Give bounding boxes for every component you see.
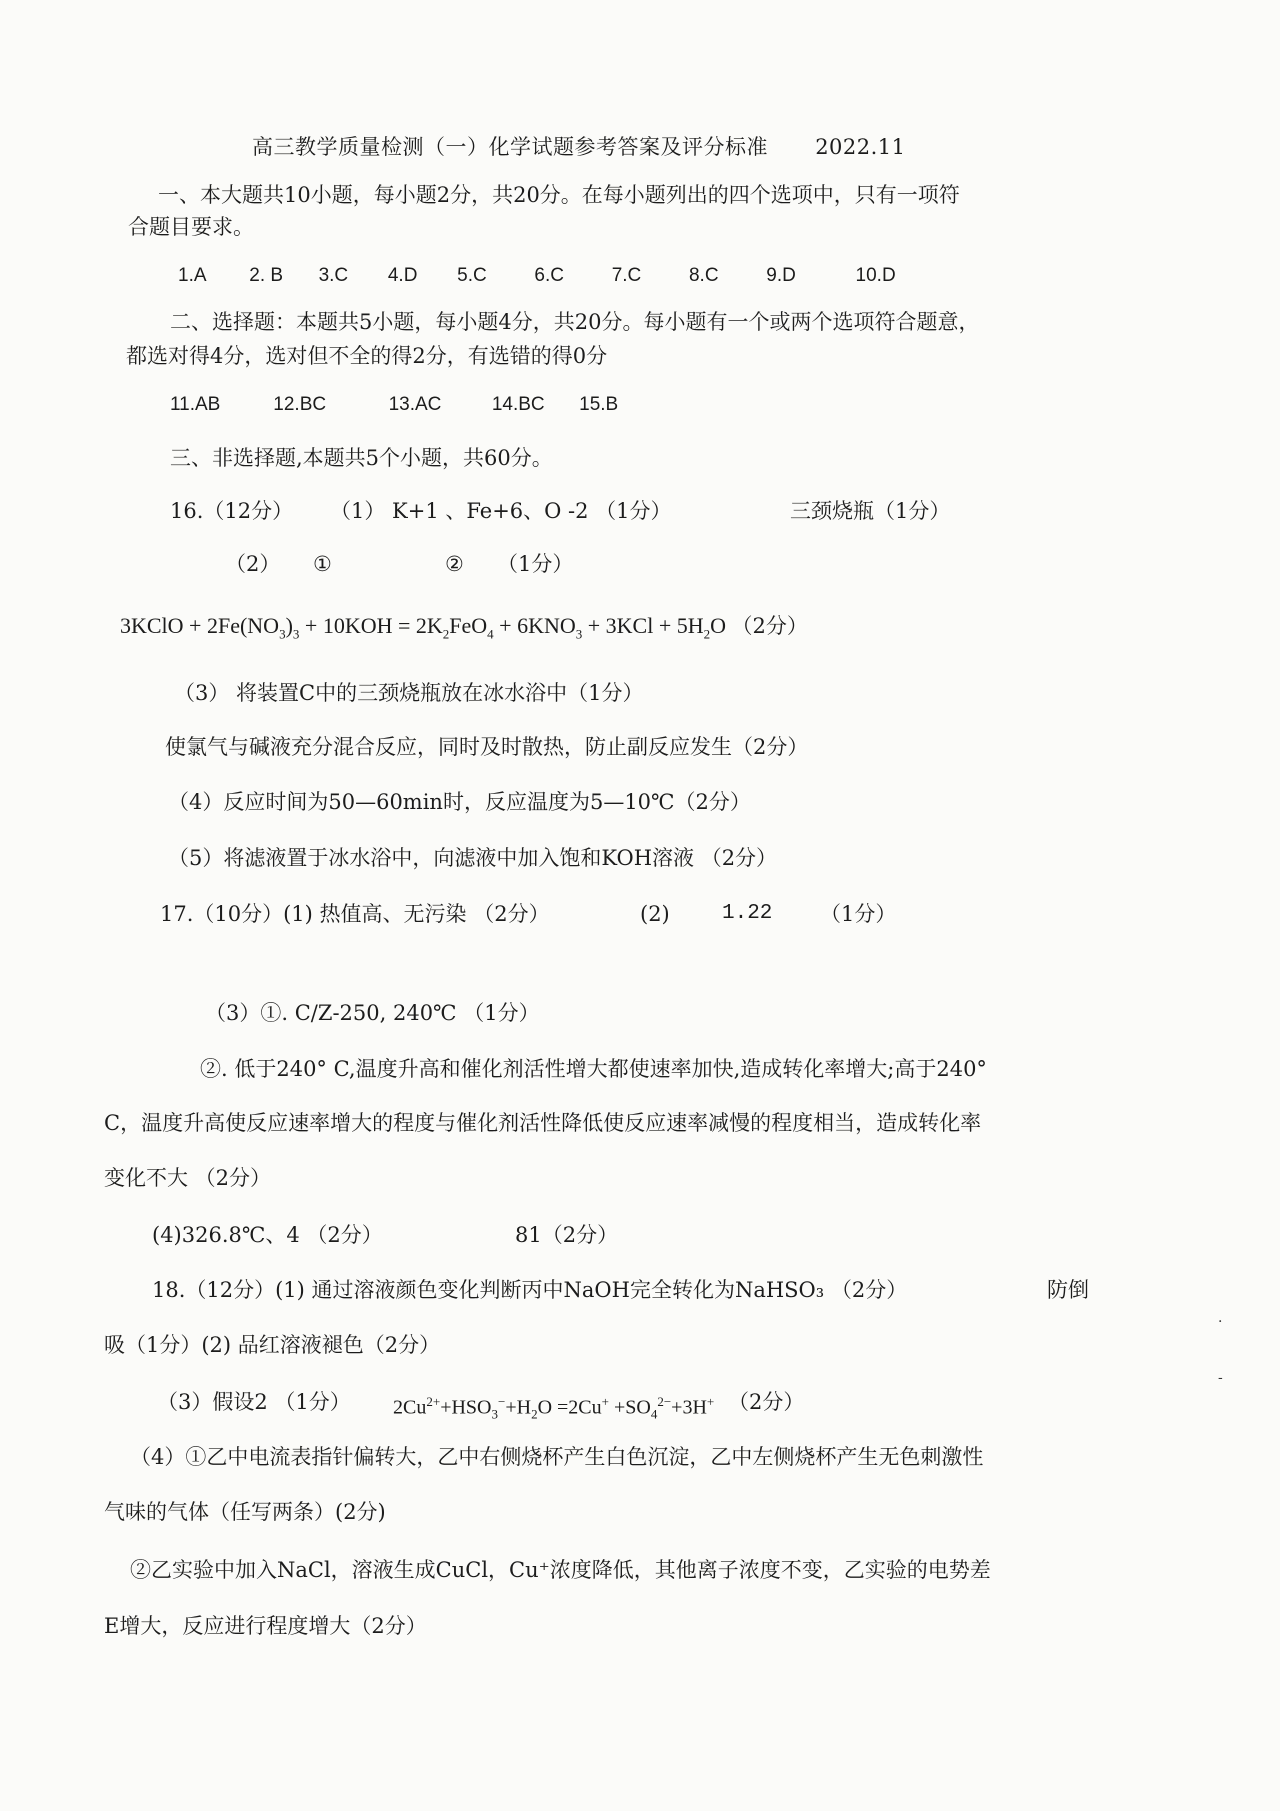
answer-2: 2. B xyxy=(249,265,284,286)
scan-mark: · xyxy=(1218,1314,1223,1330)
q18-part4c: ②乙实验中加入NaCl，溶液生成CuCl，Cu⁺浓度降低，其他离子浓度不变，乙实验的电势差 xyxy=(130,1558,991,1582)
q18-part4b: 气味的气体（任写两条）(2分) xyxy=(104,1500,386,1524)
q16-part1-flask: 三颈烧瓶（1分） xyxy=(790,499,951,523)
q16-part3b: 使氯气与碱液充分混合反应，同时及时散热，防止副反应发生（2分） xyxy=(165,735,809,759)
answer-1: 1.A xyxy=(178,265,207,286)
q16-part2-a: ① xyxy=(313,552,332,576)
q17-part4b: 81（2分） xyxy=(515,1223,619,1247)
section1-header: 一、本大题共10小题，每小题2分，共20分。在每小题列出的四个选项中，只有一项符 xyxy=(158,183,960,207)
q17-part3b-line3: 变化不大 （2分） xyxy=(104,1166,272,1190)
title-date: 2022.11 xyxy=(815,135,906,159)
q18-part4d: E增大，反应进行程度增大（2分） xyxy=(104,1614,427,1638)
q16-equation-points: （2分） xyxy=(731,614,808,638)
q17-part4a: (4)326.8℃、4 （2分） xyxy=(152,1223,383,1247)
answer-13: 13.AC xyxy=(388,394,442,415)
section3-header: 三、非选择题,本题共5个小题，共60分。 xyxy=(170,446,553,470)
answer-4: 4.D xyxy=(387,265,418,286)
q16-part4: （4）反应时间为50—60min时，反应温度为5—10℃（2分） xyxy=(168,790,751,814)
section2-header-cont: 都选对得4分，选对但不全的得2分，有选错的得0分 xyxy=(126,344,608,368)
title-text: 高三教学质量检测（一）化学试题参考答案及评分标准 xyxy=(252,135,768,159)
q16-part2-label: （2） xyxy=(225,552,281,576)
q16-part2-points: （1分） xyxy=(497,552,574,576)
q17-part3: （3）①. C/Z-250, 240℃ （1分） xyxy=(205,1001,540,1025)
q18-part1-fang: 防倒 xyxy=(1047,1278,1089,1302)
q17-part2-value: 1.22 xyxy=(722,902,773,925)
q16-part2-b: ② xyxy=(445,552,464,576)
q16-equation: 3KClO + $2Fe(NO_3)_3 + 10KOH = 2K_2FeO_4 + 6KNO_3 + 3KCl + 5H_2O$ （2分） xyxy=(120,613,808,642)
answer-3: 3.C xyxy=(318,265,349,286)
q16-part5: （5）将滤液置于冰水浴中，向滤液中加入饱和KOH溶液 （2分） xyxy=(168,846,778,870)
q16-part3a: （3） 将装置C中的三颈烧瓶放在冰水浴中（1分） xyxy=(174,681,644,705)
q17-part3b-line2: C，温度升高使反应速率增大的程度与催化剂活性降低使反应速率减慢的程度相当，造成转化率 xyxy=(104,1111,982,1135)
section2-header: 二、选择题：本题共5小题，每小题4分，共20分。每小题有一个或两个选项符合题意， xyxy=(170,310,980,334)
q18-part1a: 18.（12分）(1) 通过溶液颜色变化判断丙中NaOH完全转化为NaHSO₃ （2分） xyxy=(152,1278,908,1302)
answer-14: 14.BC xyxy=(491,394,545,415)
q18-part1c: 吸（1分）(2) 品红溶液褪色（2分） xyxy=(104,1333,441,1357)
q18-part3-points: （2分） xyxy=(728,1390,805,1414)
q16-part1: （1） K+1 、Fe+6、O -2 （1分） xyxy=(330,499,672,523)
answer-7: 7.C xyxy=(611,265,642,286)
section1-header-cont: 合题目要求。 xyxy=(128,215,254,239)
q16-label: 16.（12分） xyxy=(170,499,294,523)
answer-5: 5.C xyxy=(457,265,487,286)
answer-15: 15.B xyxy=(579,394,619,415)
answer-8: 8.C xyxy=(688,265,719,286)
answer-10: 10.D xyxy=(855,265,896,286)
answer-11: 11.AB xyxy=(170,394,221,415)
q18-part3-label: （3）假设2 （1分） xyxy=(157,1390,351,1414)
q17-part2-label: (2) xyxy=(640,902,670,926)
q17-part1: 17.（10分）(1) 热值高、无污染 （2分） xyxy=(160,902,550,926)
scan-mark: - xyxy=(1218,1370,1223,1386)
q17-part2-points: （1分） xyxy=(820,902,897,926)
q17-part3b-line1: ②. 低于240° C,温度升高和催化剂活性增大都使速率加快,造成转化率增大;高于240° xyxy=(200,1057,987,1081)
answer-6: 6.C xyxy=(534,265,564,286)
page-title xyxy=(252,132,906,162)
answer-9: 9.D xyxy=(766,265,796,286)
answer-12: 12.BC xyxy=(273,394,327,415)
section1-answers xyxy=(178,261,916,291)
q18-part3-equation: $2Cu^{2+}+HSO_3^-+H_2O =2Cu^+ +SO_4^{2-}+3H^+$ xyxy=(393,1394,715,1422)
q18-part4a: （4）①乙中电流表指针偏转大，乙中右侧烧杯产生白色沉淀，乙中左侧烧杯产生无色刺激性 xyxy=(130,1445,984,1469)
section2-answers xyxy=(170,390,639,420)
